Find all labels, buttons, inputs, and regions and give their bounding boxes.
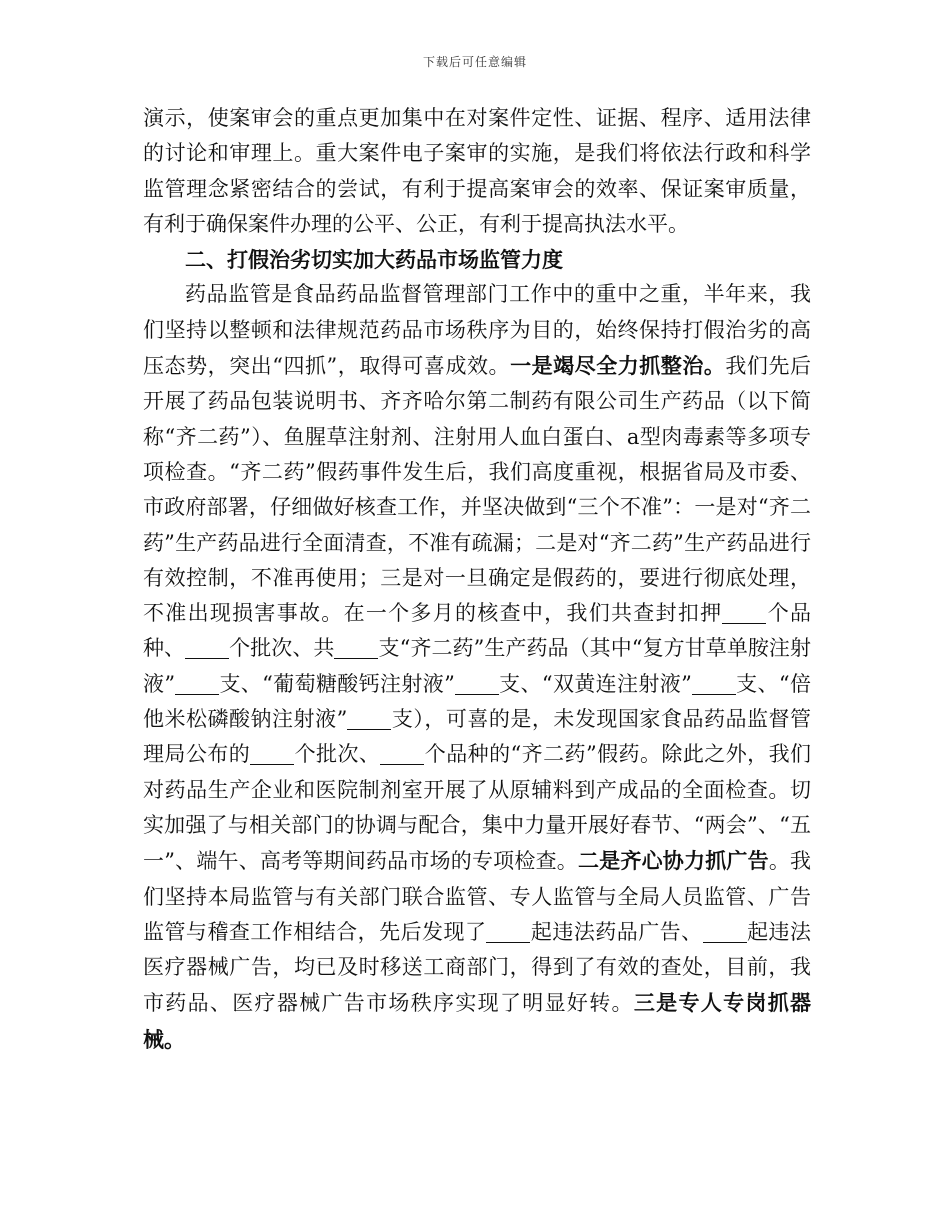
blank-field xyxy=(347,709,391,730)
text-run: 支、“双黄连注射液” xyxy=(498,671,692,696)
blank-field xyxy=(380,744,424,765)
text-run: 个批次、 xyxy=(294,742,381,767)
page-header: 下载后可任意编辑 xyxy=(422,55,527,69)
text-run: 起违法医疗器械广告，均已及时移送工商部门，得到了有效的查处，目前，我市药品、医疗器械广告市场秩序实现了明显好转。 xyxy=(143,919,812,1016)
blank-field xyxy=(334,638,378,659)
blank-field xyxy=(175,674,219,695)
paragraph-continuation: 演示，使案审会的重点更加集中在对案件定性、证据、程序、适用法律的讨论和审理上。重大案件电子案审的实施，是我们将依法行政和科学监管理念紧密结合的尝试，有利于提高案审会的效率、保证案审质量，有利于确保案件办理的公平、公正，有利于提高执法水平。 xyxy=(143,106,811,236)
blank-field xyxy=(185,638,229,659)
text-run: 支），可喜的是，未发现国家食品药品监督管理局公布的 xyxy=(143,707,811,767)
document-body xyxy=(143,101,811,1058)
blank-field xyxy=(455,674,499,695)
text-run: 支、“倍他米松磷酸钠注射液” xyxy=(143,671,811,732)
text-run: 个批次、共 xyxy=(229,636,335,661)
text-run: 个品种、 xyxy=(143,601,812,661)
bold-point-2: 二是齐心协力抓广告 xyxy=(577,848,769,874)
blank-field xyxy=(722,603,766,624)
text-run: 起违法药品广告、 xyxy=(530,919,703,944)
text-run: 。我们坚持本局监管与有关部门联合监管、专人监管与全局人员监管、广告监管与稽查工作相结合，先后发现了 xyxy=(143,849,812,944)
bold-point-1: 一是竭尽全力抓整治。 xyxy=(510,353,726,379)
blank-field xyxy=(703,922,747,943)
text-run: 支“齐二药”生产药品（其中“复方甘草单胺注射液” xyxy=(143,636,811,696)
text-run: 我们先后开展了药品包装说明书、齐齐哈尔第二制药有限公司生产药品（以下简称“齐二药”）、鱼腥草注射剂、注射用人血白蛋白、a型肉毒素等多项专项检查。“齐二药”假药事件发生后，我们高度重视，根据省局及市委、市政府部署，仔细做好核查工作，并坚决做到“三个不准”：一是对“齐二药”生产药品进行全面清查，不准有疏漏；二是对“齐二药”生产药品进行有效控制，不准再使用；三是对一旦确定是假药的，要进行彻底处理，不准出现损害事故。在一个多月的核查中，我们共查封扣押 xyxy=(143,354,811,626)
bold-point-3: 三是专人专岗抓器械。 xyxy=(143,990,812,1052)
blank-field xyxy=(692,674,736,695)
blank-field xyxy=(486,922,530,943)
section-heading: 二、打假治劣切实加大药品市场监管力度 xyxy=(185,247,563,273)
paragraph-drug-supervision xyxy=(143,277,811,1058)
blank-field xyxy=(250,744,294,765)
text-run: 支、“葡萄糖酸钙注射液” xyxy=(219,671,455,696)
text-run: 个品种的“齐二药”假药。除此之外，我们对药品生产企业和医院制剂室开展了从原辅料到产成品的全面检查。切实加强了与相关部门的协调与配合，集中力量开展好春节、“两会”、“五一”、端午、高考等期间药品市场的专项检查。 xyxy=(143,742,812,874)
text-run: 药品监管是食品药品监督管理部门工作中的重中之重，半年来，我们坚持以整顿和法律规范药品市场秩序为目的，始终保持打假治劣的高压态势，突出“四抓”，取得可喜成效。 xyxy=(143,282,811,379)
